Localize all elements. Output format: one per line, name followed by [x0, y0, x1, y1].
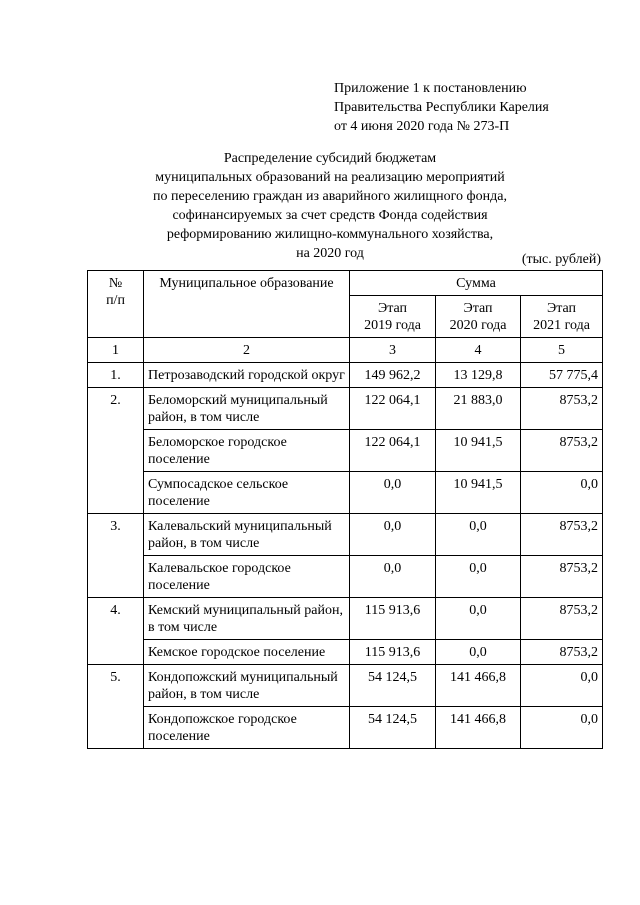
units-label: (тыс. рублей) [521, 252, 601, 267]
column-number: 4 [436, 338, 521, 363]
amount-2021: 8753,2 [521, 514, 603, 556]
amount-2019: 0,0 [350, 514, 436, 556]
table-row [88, 640, 603, 665]
amount-2019: 0,0 [350, 472, 436, 514]
amount-2019: 115 913,6 [350, 598, 436, 640]
municipality-name: Беломорский муниципальный район, в том числе [144, 388, 350, 430]
municipality-name: Калевальский муниципальный район, в том числе [144, 514, 350, 556]
column-number: 5 [521, 338, 603, 363]
table-row [88, 707, 603, 749]
approval-line: Приложение 1 к постановлению [334, 81, 527, 96]
amount-2020: 21 883,0 [436, 388, 521, 430]
amount-2020: 10 941,5 [436, 472, 521, 514]
table-row [88, 665, 603, 707]
amount-2021: 8753,2 [521, 430, 603, 472]
title-line: муниципальных образований на реализацию мероприятий [155, 170, 505, 185]
row-number: 2. [88, 388, 144, 514]
title-line: по переселению граждан из аварийного жилищного фонда, [153, 189, 507, 204]
column-number: 1 [88, 338, 144, 363]
amount-2020: 0,0 [436, 556, 521, 598]
amount-2020: 10 941,5 [436, 430, 521, 472]
municipality-name: Петрозаводский городской округ [144, 363, 350, 388]
title-line: реформированию жилищно-коммунального хозяйства, [166, 227, 494, 242]
amount-2019: 122 064,1 [350, 388, 436, 430]
municipality-name: Сумпосадское сельское поселение [144, 472, 350, 514]
amount-2019: 0,0 [350, 556, 436, 598]
column-number: 3 [350, 338, 436, 363]
amount-2021: 0,0 [521, 472, 603, 514]
header-municipality: Муниципальное образование [144, 271, 350, 338]
approval-note [334, 79, 624, 136]
amount-2021: 0,0 [521, 665, 603, 707]
header-num-line1: № [108, 276, 123, 291]
approval-line: от 4 июня 2020 года № 273-П [334, 119, 510, 134]
header-stage-2019 [350, 296, 436, 338]
table-row [88, 388, 603, 430]
stage-label: Этап [463, 301, 493, 316]
amount-2020: 0,0 [436, 640, 521, 665]
stage-label: Этап [377, 301, 408, 316]
municipality-name: Кемский муниципальный район, в том числе [144, 598, 350, 640]
municipality-name: Беломорское городское поселение [144, 430, 350, 472]
header-sum: Сумма [350, 271, 603, 296]
approval-line: Правительства Республики Карелия [334, 100, 549, 115]
stage-year: 2021 года [533, 318, 590, 333]
municipality-name: Калевальское городское поселение [144, 556, 350, 598]
document-title [60, 149, 600, 263]
amount-2019: 54 124,5 [350, 707, 436, 749]
amount-2021: 57 775,4 [521, 363, 603, 388]
amount-2019: 115 913,6 [350, 640, 436, 665]
amount-2019: 149 962,2 [350, 363, 436, 388]
column-numbers-row [88, 338, 603, 363]
row-number: 1. [88, 363, 144, 388]
column-number: 2 [144, 338, 350, 363]
stage-year: 2019 года [364, 318, 421, 333]
title-line: софинансируемых за счет средств Фонда содействия [172, 208, 488, 223]
amount-2021: 0,0 [521, 707, 603, 749]
amount-2020: 0,0 [436, 514, 521, 556]
table-row [88, 598, 603, 640]
amount-2019: 122 064,1 [350, 430, 436, 472]
table-row [88, 363, 603, 388]
stage-label: Этап [546, 301, 577, 316]
amount-2021: 8753,2 [521, 640, 603, 665]
row-number: 3. [88, 514, 144, 598]
amount-2020: 13 129,8 [436, 363, 521, 388]
table-row [88, 556, 603, 598]
amount-2021: 8753,2 [521, 388, 603, 430]
subsidy-table [87, 270, 603, 749]
municipality-name: Кемское городское поселение [144, 640, 350, 665]
amount-2020: 141 466,8 [436, 707, 521, 749]
amount-2019: 54 124,5 [350, 665, 436, 707]
row-number: 5. [88, 665, 144, 749]
header-row [88, 271, 603, 296]
municipality-name: Кондопожский муниципальный район, в том числе [144, 665, 350, 707]
header-stage-2021 [521, 296, 603, 338]
amount-2021: 8753,2 [521, 598, 603, 640]
header-num-line2: п/п [106, 293, 125, 308]
title-line: на 2020 год [296, 246, 364, 261]
table-row [88, 472, 603, 514]
amount-2021: 8753,2 [521, 556, 603, 598]
amount-2020: 141 466,8 [436, 665, 521, 707]
table-row [88, 514, 603, 556]
header-num-cell [88, 271, 144, 338]
header-stage-2020 [436, 296, 521, 338]
row-number: 4. [88, 598, 144, 665]
stage-year: 2020 года [449, 318, 507, 333]
title-line: Распределение субсидий бюджетам [223, 151, 437, 166]
table-row [88, 430, 603, 472]
municipality-name: Кондопожское городское поселение [144, 707, 350, 749]
amount-2020: 0,0 [436, 598, 521, 640]
